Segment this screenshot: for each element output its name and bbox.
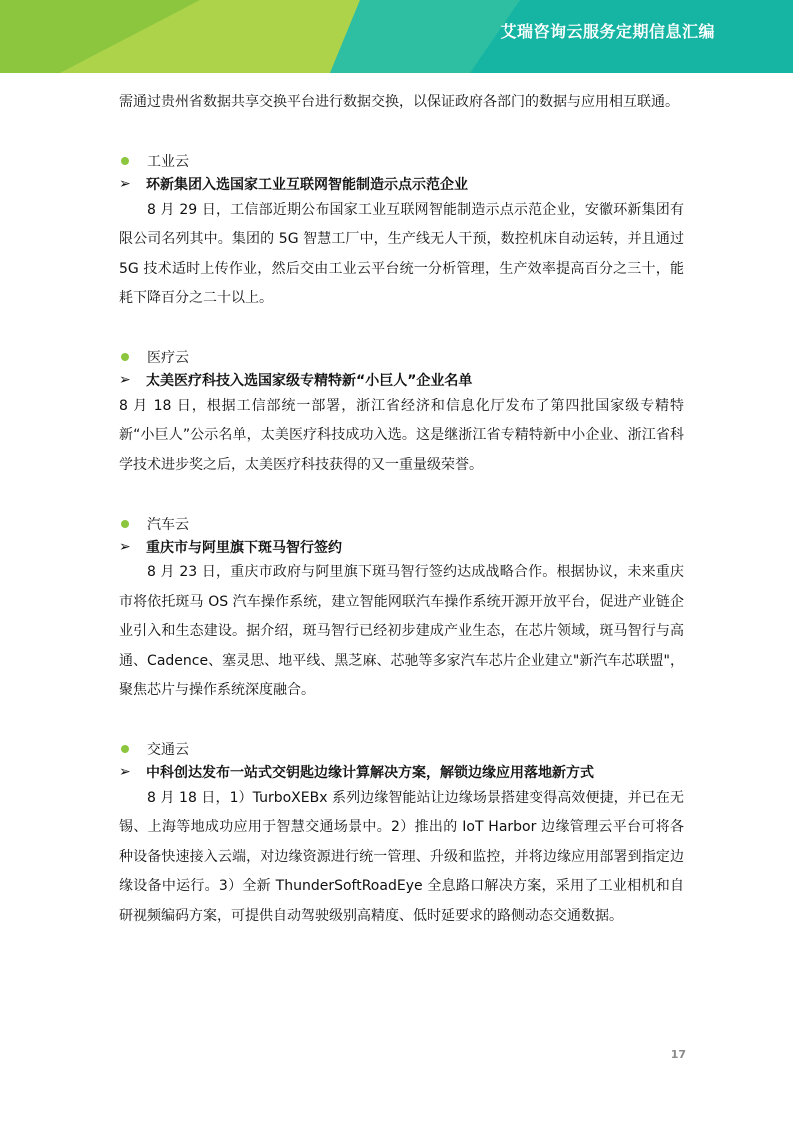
document-body [119,88,684,931]
news-body: 8 月 29 日，工信部近期公布国家工业互联网智能制造示点示范企业，安徽环新集团有限公司名列其中。集团的 5G 智慧工厂中，生产线无人干预，数控机床自动运转，并且通过 5G 技术适时上传作业，然后交由工业云平台统一分析管理，生产效率提高百分之三十，能耗下降百分之二十以上。 [119,201,684,306]
section-auto-cloud [119,512,684,706]
header-title: 艾瑞咨询云服务定期信息汇编 [500,22,715,41]
section-title: 交通云 [147,742,189,758]
section-title: 汽车云 [147,516,189,533]
section-heading [119,738,684,761]
section-traffic-cloud [119,738,684,932]
section-title: 工业云 [147,154,189,170]
news-body: 8 月 18 日，1）TurboXEBx 系列边缘智能站让边缘场景搭建变得高效便捷，并已在无锡、上海等地成功应用于智慧交通场景中。2）推出的 IoT Harbor 边缘管理云平台可将各种设备快速接入云端，对边缘资源进行统一管理、升级和监控，并将边缘应用部署到指定边缘设备中运行。3）全新 ThunderSoftRoadEye 全息路口解决方案，采用了工业相机和自研视频编码方案，可提供自动驾驶级别高精度、低时延要求的路侧动态交通数据。 [119,789,684,924]
news-headline [119,535,684,558]
arrow-bullet-icon: ➢ [119,372,131,388]
bullet-dot-icon [121,353,129,361]
section-heading [119,150,684,173]
headline-text: 环新集团入选国家工业互联网智能制造示点示范企业 [146,177,468,193]
page-number: 17 [670,1048,686,1061]
headline-text: 太美医疗科技入选国家级专精特新“小巨人”企业名单 [146,373,473,389]
news-body: 8 月 18 日，根据工信部统一部署，浙江省经济和信息化厅发布了第四批国家级专精特新“小巨人”公示名单，太美医疗科技成功入选。这是继浙江省专精特新中小企业、浙江省科学技术进步奖之后，太美医疗科技获得的又一重量级荣誉。 [119,397,684,473]
section-industrial-cloud [119,150,684,314]
news-headline [119,369,684,392]
arrow-bullet-icon: ➢ [119,176,131,192]
arrow-bullet-icon: ➢ [119,764,131,780]
bullet-dot-icon [121,157,129,165]
section-heading [119,512,684,535]
headline-text: 重庆市与阿里旗下斑马智行签约 [146,539,342,556]
bullet-dot-icon [121,745,129,753]
section-heading [119,346,684,369]
arrow-bullet-icon: ➢ [119,538,131,555]
intro-paragraph: 需通过贵州省数据共享交换平台进行数据交换，以保证政府各部门的数据与应用相互联通。 [119,94,679,110]
bullet-dot-icon [121,520,129,528]
section-title: 医疗云 [147,350,189,366]
news-headline [119,173,684,196]
news-headline [119,761,684,784]
news-body: 8 月 23 日，重庆市政府与阿里旗下斑马智行签约达成战略合作。根据协议，未来重庆市将依托斑马 OS 汽车操作系统，建立智能网联汽车操作系统开源开放平台，促进产业链企业引入和生态建设。据介绍，斑马智行已经初步建成产业生态，在芯片领域，斑马智行与高通、Cadence、塞灵思、地平线、黑芝麻、芯驰等多家汽车芯片企业建立"新汽车芯联盟"，聚焦芯片与操作系统深度融合。 [119,564,684,698]
headline-text: 中科创达发布一站式交钥匙边缘计算解决方案，解锁边缘应用落地新方式 [146,765,594,781]
section-medical-cloud [119,346,684,481]
